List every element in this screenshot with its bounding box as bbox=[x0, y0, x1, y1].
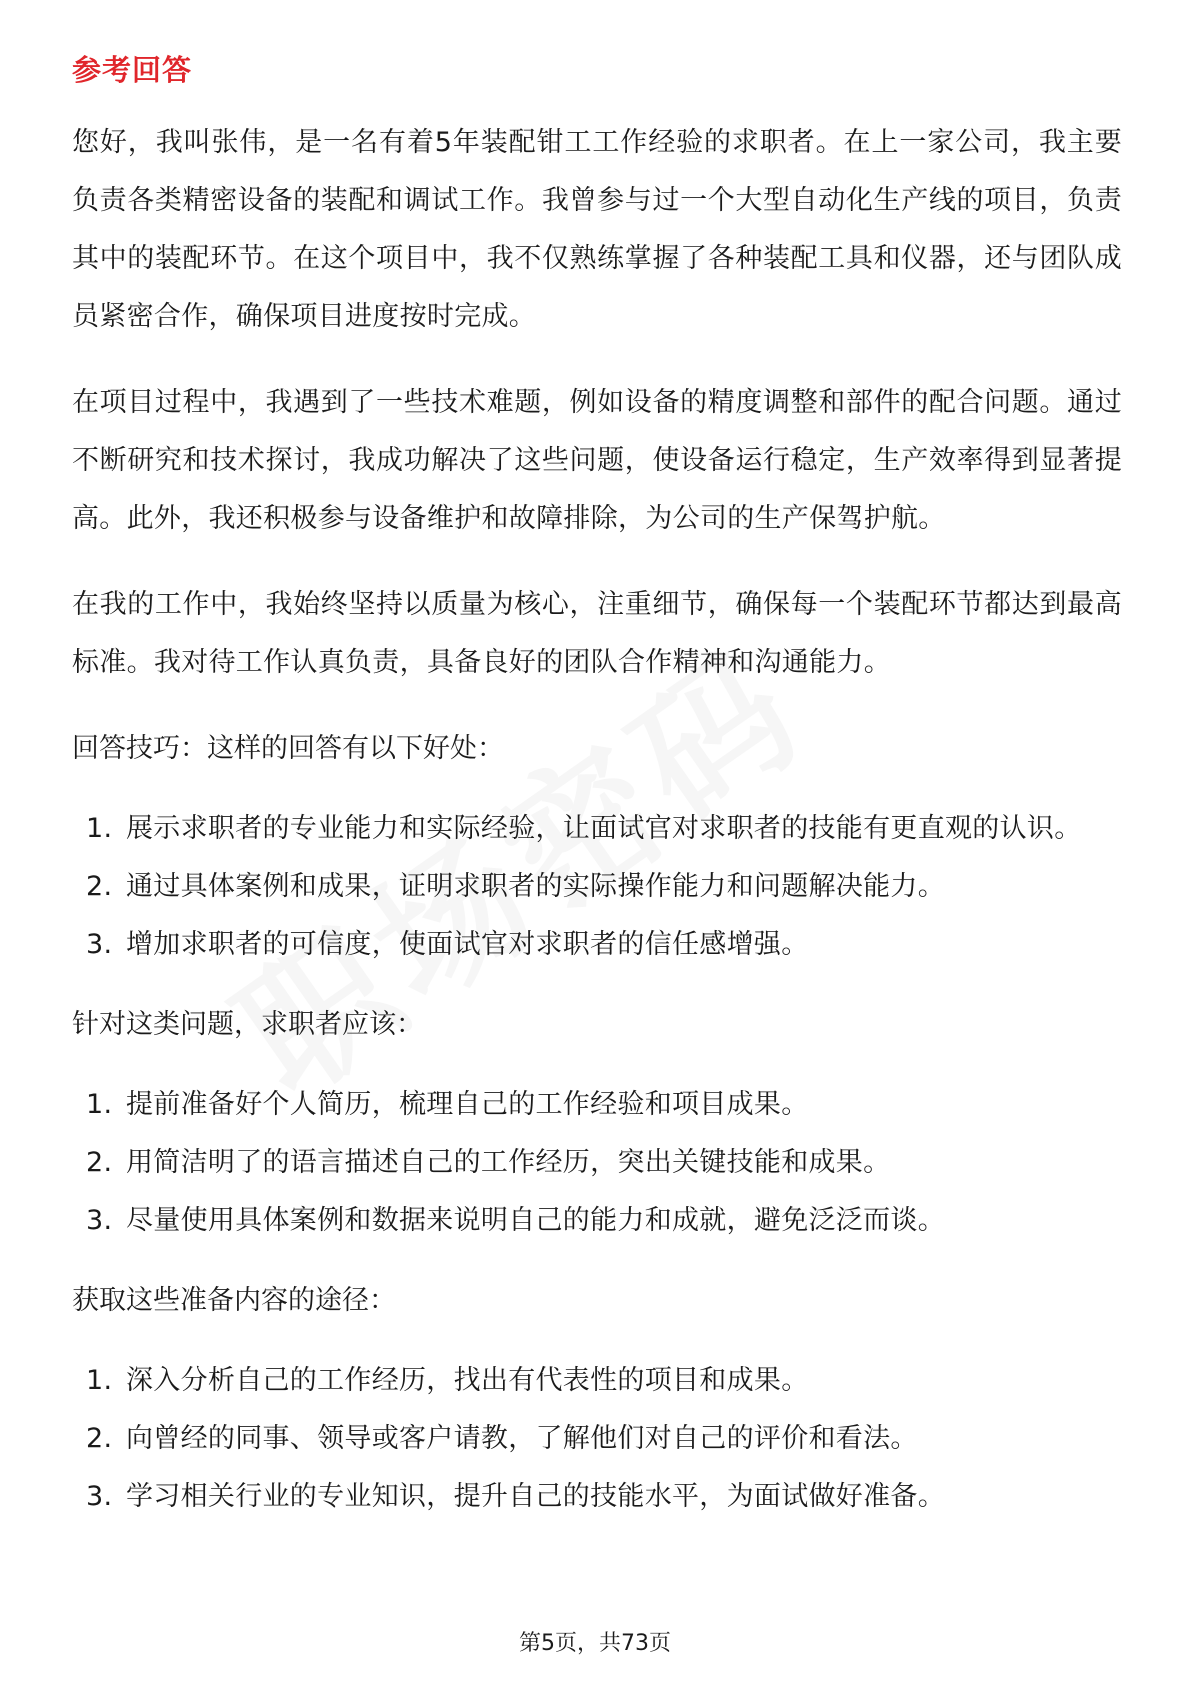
list-item bbox=[72, 1352, 1122, 1410]
list-number: 2. bbox=[86, 1147, 113, 1178]
list-item bbox=[72, 1410, 1122, 1468]
answer-paragraph-1: 您好，我叫张伟，是一名有着5年装配钳工工作经验的求职者。在上一家公司，我主要负责各类精密设备的装配和调试工作。我曾参与过一个大型自动化生产线的项目，负责其中的装配环节。在这个项目中，我不仅熟练掌握了各种装配工具和仪器，还与团队成员紧密合作，确保项目进度按时完成。 bbox=[72, 127, 1122, 332]
list-item-text: 尽量使用具体案例和数据来说明自己的能力和成就，避免泛泛而谈。 bbox=[126, 1205, 945, 1236]
list-item bbox=[72, 1468, 1122, 1526]
list-item bbox=[72, 1134, 1122, 1192]
list-number: 1. bbox=[86, 1089, 113, 1120]
answer-paragraph-2: 在项目过程中，我遇到了一些技术难题，例如设备的精度调整和部件的配合问题。通过不断研究和技术探讨，我成功解决了这些问题，使设备运行稳定，生产效率得到显著提高。此外，我还积极参与设备维护和故障排除，为公司的生产保驾护航。 bbox=[72, 387, 1122, 534]
document-content bbox=[72, 114, 1122, 1548]
list-number: 1. bbox=[86, 1365, 113, 1396]
tips-intro: 回答技巧：这样的回答有以下好处： bbox=[72, 733, 504, 764]
answer-paragraph-3: 在我的工作中，我始终坚持以质量为核心，注重细节，确保每一个装配环节都达到最高标准。我对待工作认真负责，具备良好的团队合作精神和沟通能力。 bbox=[72, 589, 1122, 678]
list-item bbox=[72, 1192, 1122, 1250]
page-footer: 第5页，共73页 bbox=[519, 1631, 671, 1656]
list-item-text: 提前准备好个人简历，梳理自己的工作经验和项目成果。 bbox=[126, 1089, 809, 1120]
list-item-text: 深入分析自己的工作经历，找出有代表性的项目和成果。 bbox=[126, 1365, 809, 1396]
list-number: 2. bbox=[86, 1423, 113, 1454]
list-item bbox=[72, 916, 1122, 974]
ways-list bbox=[72, 1352, 1122, 1526]
tips-list bbox=[72, 800, 1122, 974]
list-item bbox=[72, 1076, 1122, 1134]
ways-intro: 获取这些准备内容的途径： bbox=[72, 1285, 396, 1316]
list-number: 1. bbox=[86, 813, 113, 844]
list-item bbox=[72, 800, 1122, 858]
list-item-text: 学习相关行业的专业知识，提升自己的技能水平，为面试做好准备。 bbox=[126, 1481, 945, 1512]
list-item-text: 向曾经的同事、领导或客户请教，了解他们对自己的评价和看法。 bbox=[126, 1423, 918, 1454]
list-item-text: 用简洁明了的语言描述自己的工作经历，突出关键技能和成果。 bbox=[126, 1147, 891, 1178]
list-item-text: 展示求职者的专业能力和实际经验，让面试官对求职者的技能有更直观的认识。 bbox=[126, 813, 1082, 844]
list-number: 3. bbox=[86, 1205, 113, 1236]
list-number: 3. bbox=[86, 929, 113, 960]
should-intro: 针对这类问题，求职者应该： bbox=[72, 1009, 423, 1040]
list-number: 3. bbox=[86, 1481, 113, 1512]
list-number: 2. bbox=[86, 871, 113, 902]
list-item-text: 通过具体案例和成果，证明求职者的实际操作能力和问题解决能力。 bbox=[126, 871, 945, 902]
should-list bbox=[72, 1076, 1122, 1250]
section-heading: 参考回答 bbox=[72, 53, 193, 87]
list-item-text: 增加求职者的可信度，使面试官对求职者的信任感增强。 bbox=[126, 929, 809, 960]
list-item bbox=[72, 858, 1122, 916]
